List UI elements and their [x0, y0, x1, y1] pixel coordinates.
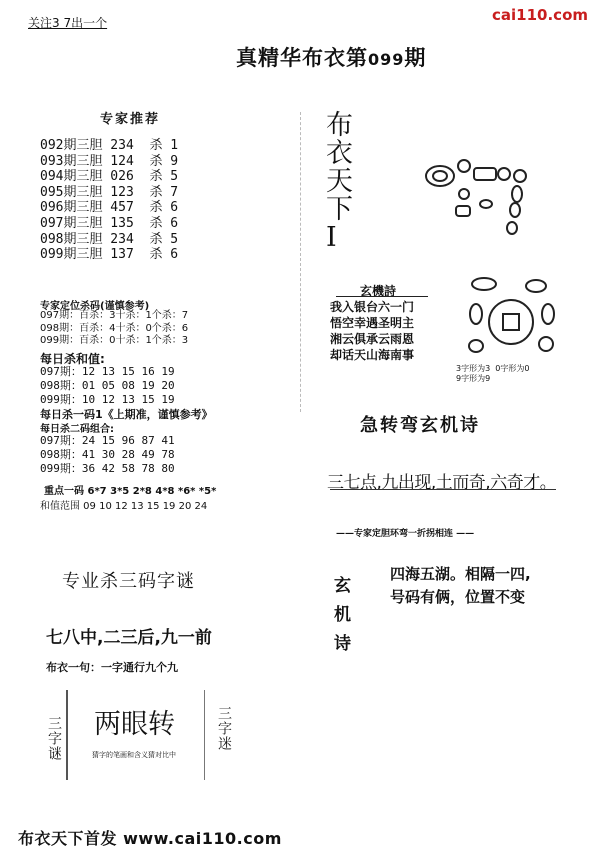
budu-vertical-title [326, 112, 356, 252]
footer-banner: 布衣天下首发 www.cai110.com [18, 829, 282, 848]
column-divider [300, 112, 301, 412]
position-kill-row: 097期：百杀：3十杀：1个杀：7 [40, 310, 189, 321]
xuanji-char: 机 [334, 605, 351, 625]
daily-two-code-heading: 每日杀二码组合: [40, 424, 114, 435]
pick-row: 095期三胆 123 杀 7 [40, 184, 179, 200]
mystery-poem-underline [336, 296, 428, 297]
turn-poem-underline [330, 489, 556, 490]
page-title [236, 42, 426, 72]
position-kill-row: 098期：百杀：4十杀：0个杀：6 [40, 322, 189, 334]
budu-char: 下 [326, 194, 353, 225]
pick-row: 098期三胆 234 杀 5 [40, 231, 179, 247]
mystery-poem-lines [330, 299, 414, 363]
expert-picks-heading: 专家推荐 [100, 112, 161, 127]
site-badge-dot: . [547, 6, 554, 24]
focus-code-row: 重点一码 6*7 3*5 2*8 4*8 *6* *5* [44, 486, 217, 497]
xuanji-char: 诗 [334, 634, 351, 654]
xuanji-poem-lines [390, 563, 531, 609]
poem-line: 我入银台六一门 [330, 300, 415, 314]
shape-note: 9字形为9 [456, 374, 491, 383]
poem-line: 湘云俱承云雨恩 [330, 332, 415, 346]
kill-three-riddle: 七八中,二三后,九一前 [46, 628, 212, 648]
pick-row: 099期三胆 137 杀 6 [40, 247, 179, 263]
two-code-row: 097期：24 15 96 87 41 [40, 434, 175, 447]
daily-sum-row: 098期：01 05 08 19 20 [40, 379, 175, 392]
position-kill-row: 099期：百杀：0十杀：1个杀：3 [40, 335, 189, 346]
poem-line: 却话天山海南事 [330, 348, 415, 362]
sum-range-row: 和值范围 09 10 12 13 15 19 20 24 [40, 501, 208, 512]
budu-char: I [326, 222, 337, 253]
pick-row: 092期三胆 234 杀 1 [40, 138, 179, 153]
pick-row: 097期三胆 135 杀 6 [40, 215, 179, 231]
budu-char: 天 [326, 166, 353, 197]
shape-note: 3字形为3 0字形为0 [456, 364, 530, 373]
title-prefix: 真精华布衣第 [236, 46, 368, 70]
glyph-sketch-image [422, 146, 552, 250]
position-kill-heading: 专家定位杀码(谨慎参考) [40, 301, 150, 312]
xuanji-poem-vertical-title [334, 572, 358, 659]
budu-char: 衣 [326, 138, 353, 169]
daily-sum-list [40, 365, 175, 407]
title-number: 099 [368, 50, 405, 69]
top-note: 关注3 7出一个 [28, 16, 108, 30]
two-code-row: 099期：36 42 58 78 80 [40, 462, 175, 476]
xuanji-line: 四海五湖。相隔一四, [390, 565, 531, 583]
xuanji-char: 玄 [334, 576, 351, 596]
expert-picks-list [40, 138, 178, 263]
site-badge[interactable] [492, 6, 588, 24]
kill-three-heading: 专业杀三码字谜 [62, 571, 195, 592]
riddle-hint: 猜字的笔画和含义猜对比中 [92, 751, 176, 759]
xuanji-line: 号码有俩，位置不变 [390, 588, 526, 606]
site-badge-main: cai110 [492, 6, 548, 24]
daily-sum-row: 099期：10 12 13 15 19 [40, 393, 175, 406]
pick-row: 096期三胆 457 杀 6 [40, 200, 179, 216]
turn-poem-heading: 急转弯玄机诗 [360, 415, 480, 436]
daily-one-code-heading: 每日杀一码1《上期准，谨慎参考》 [40, 408, 213, 421]
turn-poem-text: 三七点,九出现,土而奇,六奇才。 [327, 473, 557, 493]
budu-char: 布 [326, 110, 353, 141]
pick-row: 094期三胆 026 杀 5 [40, 169, 179, 185]
site-badge-tld: com [553, 6, 588, 24]
title-suffix: 期 [404, 46, 427, 70]
one-sentence-tip: 布衣一句：一字通行九个九 [46, 661, 178, 674]
poem-line: 悟空幸遇圣明主 [330, 316, 415, 330]
pick-row: 093期三胆 124 杀 9 [40, 153, 179, 169]
position-kill-list [40, 310, 188, 348]
coin-sketch-image [456, 274, 566, 366]
daily-sum-heading: 每日杀和值: [40, 352, 105, 366]
daily-two-code-list [40, 434, 175, 477]
daily-sum-row: 097期：12 13 15 16 19 [40, 365, 175, 378]
mystery-poem-heading: 玄機詩 [360, 284, 397, 298]
curve-banner: ——专家定胆环弯一折拐相连 —— [336, 529, 475, 539]
riddle-side-label-right: 三字迷 [216, 706, 232, 751]
riddle-word: 两眼转 [94, 709, 175, 740]
two-code-row: 098期：41 30 28 49 78 [40, 448, 175, 462]
riddle-side-label-left: 三字谜 [46, 716, 62, 761]
